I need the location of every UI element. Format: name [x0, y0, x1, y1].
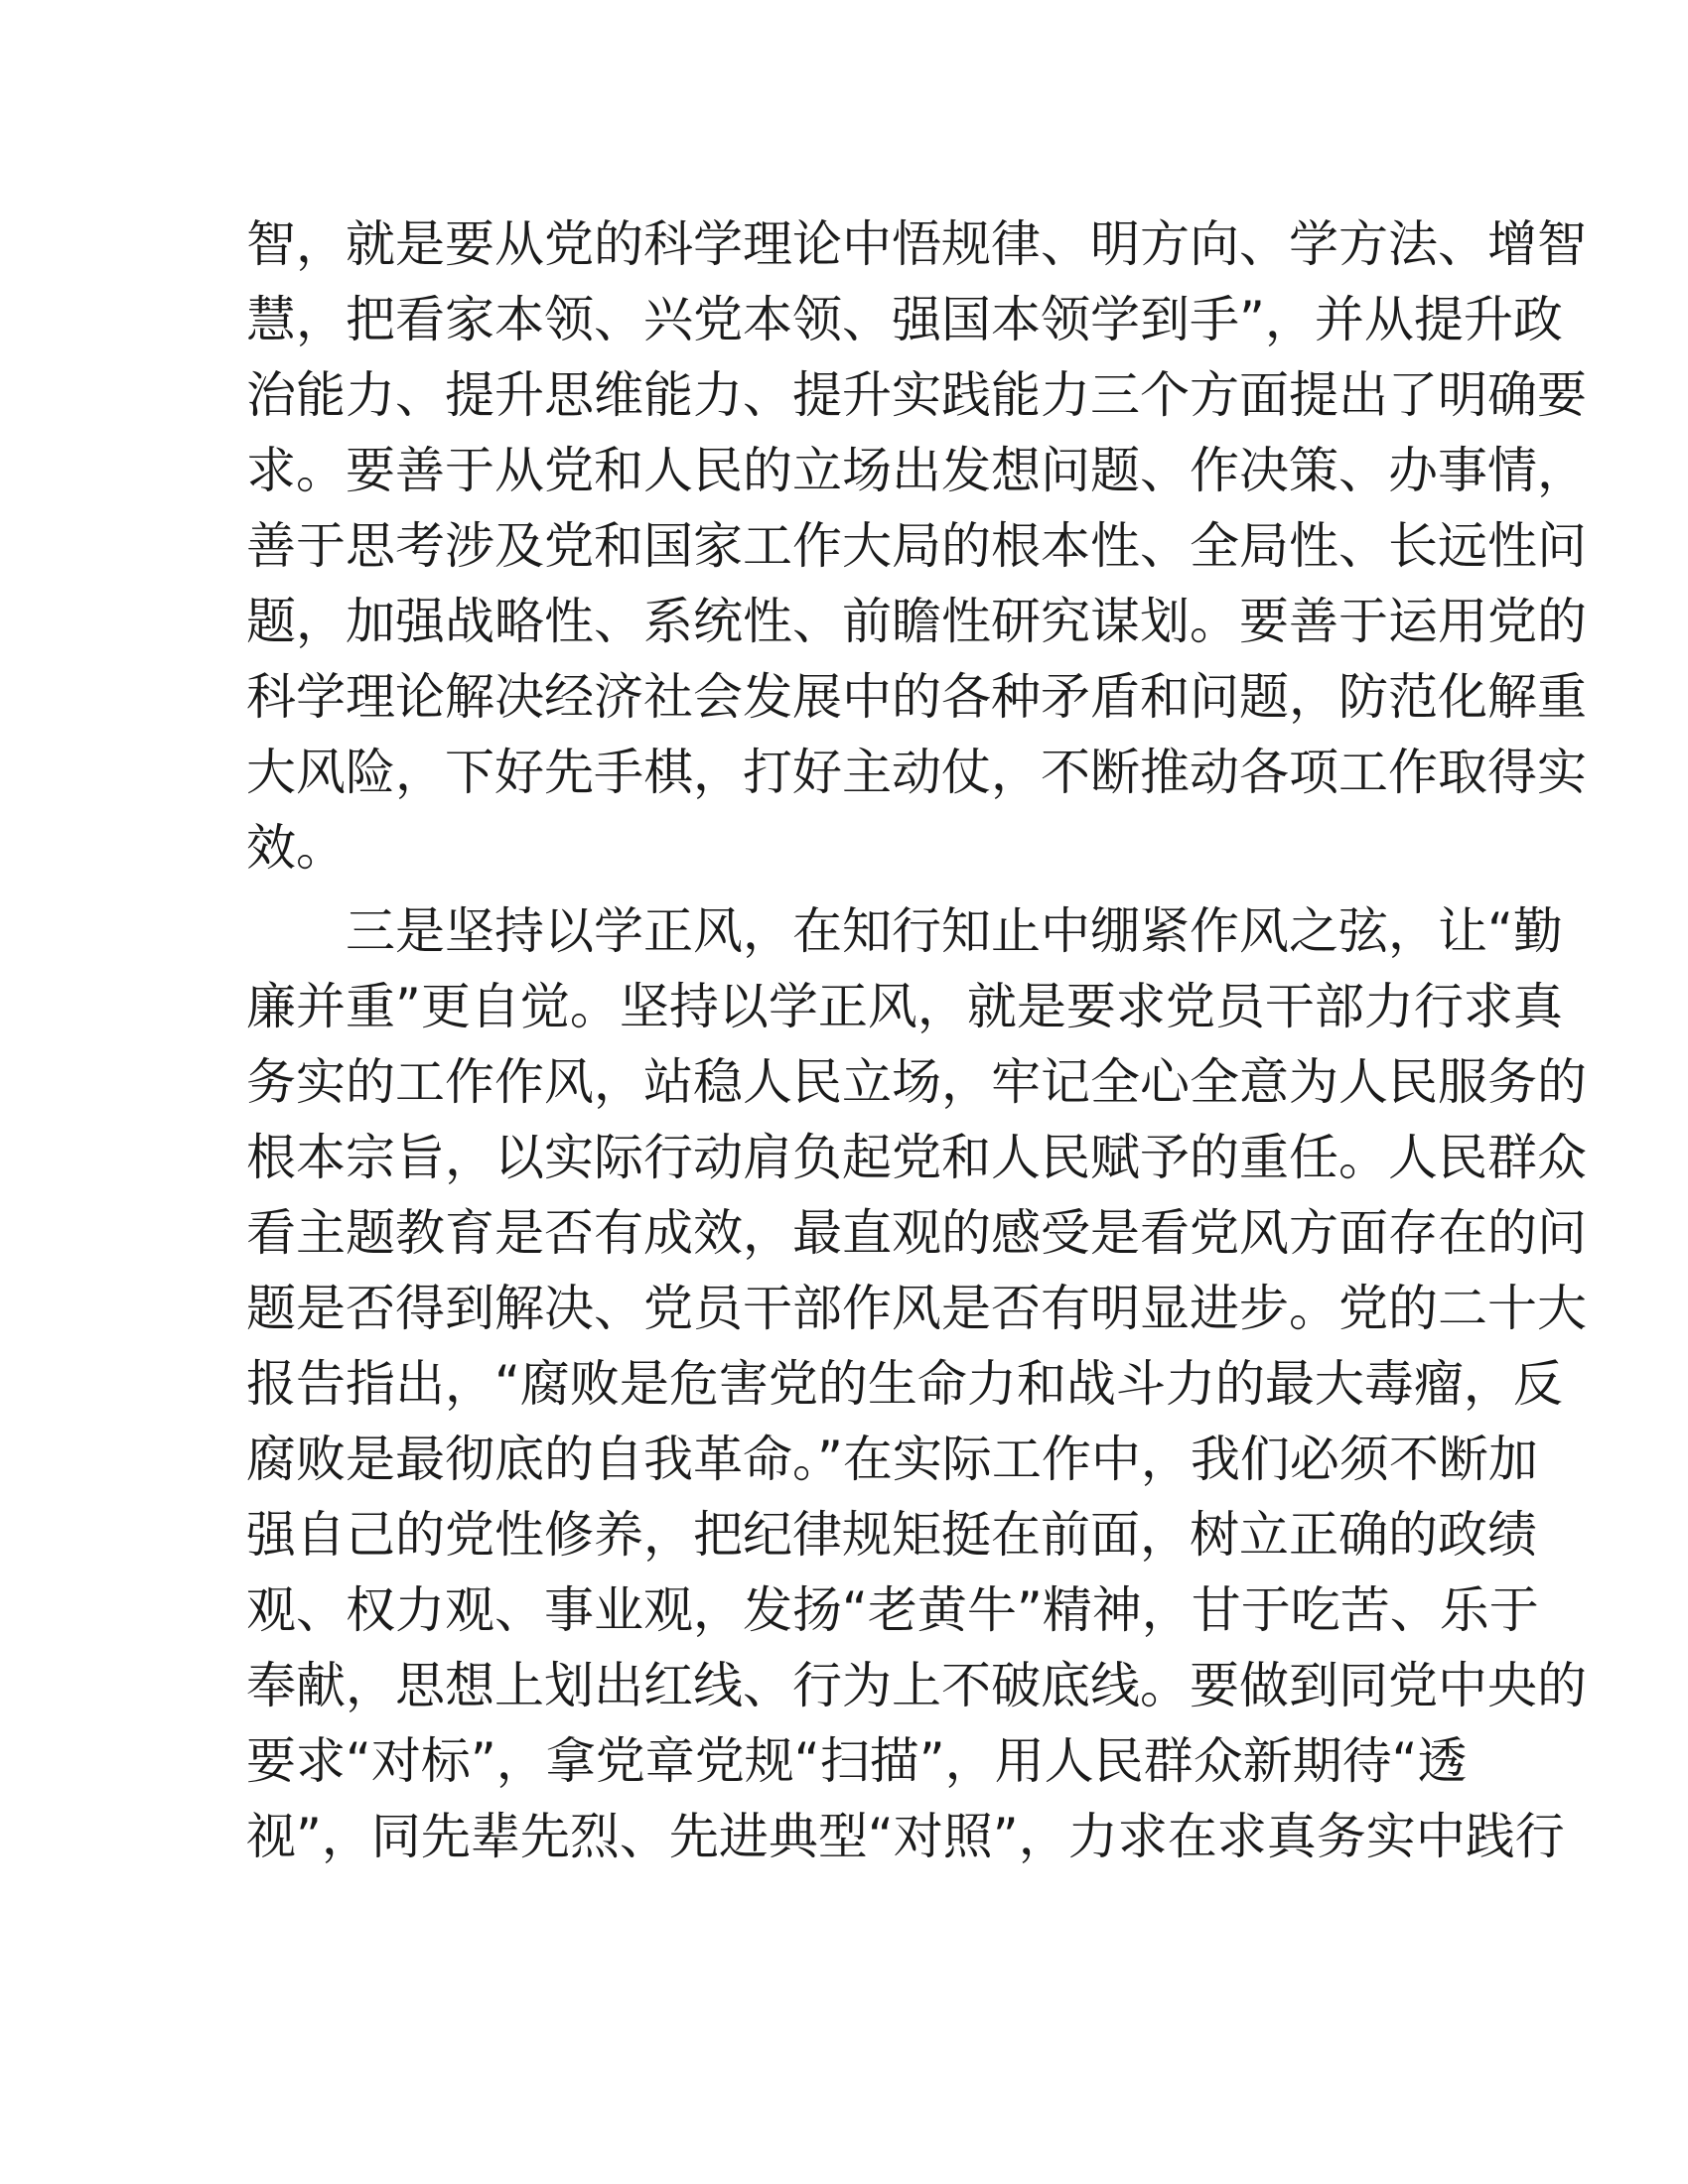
text-line: 根本宗旨，以实际行动肩负起党和人民赋予的重任。人民群众: [246, 1129, 1587, 1186]
text-line: 视”，同先辈先烈、先进典型“对照”，力求在求真务实中践行: [246, 1808, 1565, 1865]
document-body: [246, 206, 1587, 1874]
text-line: 治能力、提升思维能力、提升实践能力三个方面提出了明确要: [246, 366, 1587, 424]
paragraph-1: [246, 206, 1587, 886]
text-line: 题，加强战略性、系统性、前瞻性研究谋划。要善于运用党的: [246, 593, 1587, 650]
text-line: 要求“对标”，拿党章党规“扫描”，用人民群众新期待“透: [246, 1732, 1468, 1790]
text-line: 强自己的党性修养，把纪律规矩挺在前面，树立正确的政绩: [246, 1506, 1537, 1564]
text-line: 效。: [246, 819, 346, 877]
text-line: 报告指出，“腐败是危害党的生命力和战斗力的最大毒瘤，反: [246, 1355, 1563, 1413]
text-line: 看主题教育是否有成效，最直观的感受是看党风方面存在的问: [246, 1204, 1587, 1262]
text-line: 观、权力观、事业观，发扬“老黄牛”精神，甘于吃苦、乐于: [246, 1581, 1539, 1639]
text-line: 科学理论解决经济社会发展中的各种矛盾和问题，防范化解重: [246, 668, 1587, 726]
text-line: 慧，把看家本领、兴党本领、强国本领学到手”，并从提升政: [246, 291, 1563, 348]
text-line: 腐败是最彻底的自我革命。”在实际工作中，我们必须不断加: [246, 1431, 1538, 1488]
text-line: 善于思考涉及党和国家工作大局的根本性、全局性、长远性问: [246, 517, 1587, 575]
text-line: 求。要善于从党和人民的立场出发想问题、作决策、办事情，: [246, 442, 1587, 499]
text-line: 题是否得到解决、党员干部作风是否有明显进步。党的二十大: [246, 1280, 1587, 1337]
text-line: 大风险，下好先手棋，打好主动仗，不断推动各项工作取得实: [246, 744, 1587, 801]
text-line: 务实的工作作风，站稳人民立场，牢记全心全意为人民服务的: [246, 1053, 1587, 1111]
text-line: 三是坚持以学正风，在知行知止中绷紧作风之弦，让“勤: [246, 902, 1563, 960]
text-line: 奉献，思想上划出红线、行为上不破底线。要做到同党中央的: [246, 1657, 1587, 1714]
text-line: 智，就是要从党的科学理论中悟规律、明方向、学方法、增智: [246, 215, 1587, 273]
paragraph-2: [246, 893, 1587, 1874]
text-line: 廉并重”更自觉。坚持以学正风，就是要求党员干部力行求真: [246, 978, 1563, 1035]
